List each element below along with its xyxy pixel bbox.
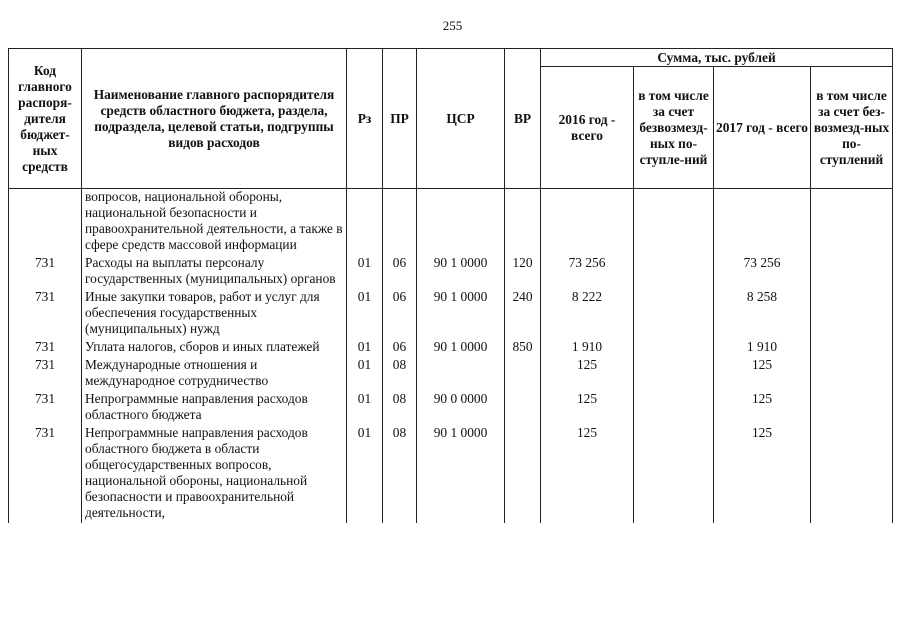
cell-vr: 850 xyxy=(505,339,541,357)
header-2017-total: 2017 год - всего xyxy=(714,67,811,189)
budget-table xyxy=(8,48,893,523)
header-2016-total: 2016 год - всего xyxy=(541,67,634,189)
cell-2016-grants xyxy=(634,391,714,425)
header-2016-grants: в том числе за счет безвозмезд-ных по-ступле-ний xyxy=(634,67,714,189)
cell-2017-total: 125 xyxy=(714,425,811,523)
cell-2017-grants xyxy=(811,339,893,357)
cell-2017-total: 125 xyxy=(714,357,811,391)
cell-2016-grants xyxy=(634,339,714,357)
header-code: Код главного распоря-дителя бюджет-ных средств xyxy=(9,49,82,189)
cell-name: вопросов, национальной обороны, национальной безопасности и правоохранительной деятельности, а также в сфере средств массовой информации xyxy=(82,189,347,256)
cell-name: Непрограммные направления расходов областного бюджета xyxy=(82,391,347,425)
cell-rz: 01 xyxy=(347,391,383,425)
cell-2016-total xyxy=(541,189,634,256)
cell-2017-total: 8 258 xyxy=(714,289,811,339)
cell-2016-total: 73 256 xyxy=(541,255,634,289)
cell-csr: 90 1 0000 xyxy=(417,255,505,289)
cell-2016-grants xyxy=(634,289,714,339)
table-row xyxy=(9,189,893,256)
table-row xyxy=(9,425,893,523)
cell-2017-grants xyxy=(811,289,893,339)
header-sum-group: Сумма, тыс. рублей xyxy=(541,49,893,67)
cell-2017-total: 125 xyxy=(714,391,811,425)
cell-rz: 01 xyxy=(347,425,383,523)
cell-pr xyxy=(383,189,417,256)
cell-vr xyxy=(505,189,541,256)
cell-name: Международные отношения и международное сотрудничество xyxy=(82,357,347,391)
cell-2016-grants xyxy=(634,189,714,256)
cell-pr: 08 xyxy=(383,357,417,391)
cell-2017-grants xyxy=(811,391,893,425)
cell-name: Расходы на выплаты персоналу государственных (муниципальных) органов xyxy=(82,255,347,289)
cell-2017-grants xyxy=(811,425,893,523)
cell-code: 731 xyxy=(9,357,82,391)
cell-pr: 08 xyxy=(383,391,417,425)
cell-2016-grants xyxy=(634,425,714,523)
page-number: 255 xyxy=(442,18,463,33)
cell-csr: 90 0 0000 xyxy=(417,391,505,425)
table-row xyxy=(9,339,893,357)
cell-code: 731 xyxy=(9,289,82,339)
cell-rz: 01 xyxy=(347,357,383,391)
cell-2016-grants xyxy=(634,255,714,289)
cell-rz: 01 xyxy=(347,289,383,339)
cell-2016-total: 125 xyxy=(541,425,634,523)
cell-2016-total: 125 xyxy=(541,357,634,391)
header-pr: ПР xyxy=(383,49,417,189)
cell-2017-total xyxy=(714,189,811,256)
header-vr: ВР xyxy=(505,49,541,189)
cell-name: Иные закупки товаров, работ и услуг для обеспечения государственных (муниципальных) нужд xyxy=(82,289,347,339)
cell-vr xyxy=(505,425,541,523)
header-csr: ЦСР xyxy=(417,49,505,189)
cell-2016-total: 125 xyxy=(541,391,634,425)
cell-2017-grants xyxy=(811,255,893,289)
cell-name: Непрограммные направления расходов областного бюджета в области общегосударственных вопросов, национальной обороны, национальной безопасности и правоохранительной деятельности, xyxy=(82,425,347,523)
cell-2017-grants xyxy=(811,189,893,256)
cell-pr: 06 xyxy=(383,339,417,357)
cell-2016-grants xyxy=(634,357,714,391)
table-row xyxy=(9,289,893,339)
cell-code: 731 xyxy=(9,391,82,425)
cell-csr: 90 1 0000 xyxy=(417,289,505,339)
table-row xyxy=(9,391,893,425)
cell-csr xyxy=(417,189,505,256)
cell-csr xyxy=(417,357,505,391)
cell-code: 731 xyxy=(9,425,82,523)
cell-rz xyxy=(347,189,383,256)
cell-pr: 08 xyxy=(383,425,417,523)
cell-vr xyxy=(505,391,541,425)
cell-2017-total: 73 256 xyxy=(714,255,811,289)
cell-vr xyxy=(505,357,541,391)
header-2017-grants: в том числе за счет без-возмезд-ных по-ступлений xyxy=(811,67,893,189)
cell-2016-total: 8 222 xyxy=(541,289,634,339)
cell-code: 731 xyxy=(9,255,82,289)
cell-csr: 90 1 0000 xyxy=(417,425,505,523)
cell-2017-total: 1 910 xyxy=(714,339,811,357)
header-rz: Рз xyxy=(347,49,383,189)
cell-pr: 06 xyxy=(383,255,417,289)
cell-name: Уплата налогов, сборов и иных платежей xyxy=(82,339,347,357)
table-body xyxy=(9,189,893,524)
cell-rz: 01 xyxy=(347,339,383,357)
cell-code xyxy=(9,189,82,256)
table-row xyxy=(9,357,893,391)
cell-code: 731 xyxy=(9,339,82,357)
cell-vr: 240 xyxy=(505,289,541,339)
table-row xyxy=(9,255,893,289)
cell-2016-total: 1 910 xyxy=(541,339,634,357)
table-header xyxy=(9,49,893,189)
cell-vr: 120 xyxy=(505,255,541,289)
cell-csr: 90 1 0000 xyxy=(417,339,505,357)
cell-rz: 01 xyxy=(347,255,383,289)
cell-pr: 06 xyxy=(383,289,417,339)
cell-2017-grants xyxy=(811,357,893,391)
header-name: Наименование главного распорядителя средств областного бюджета, раздела, подраздела, целевой статьи, подгруппы видов расходов xyxy=(82,49,347,189)
